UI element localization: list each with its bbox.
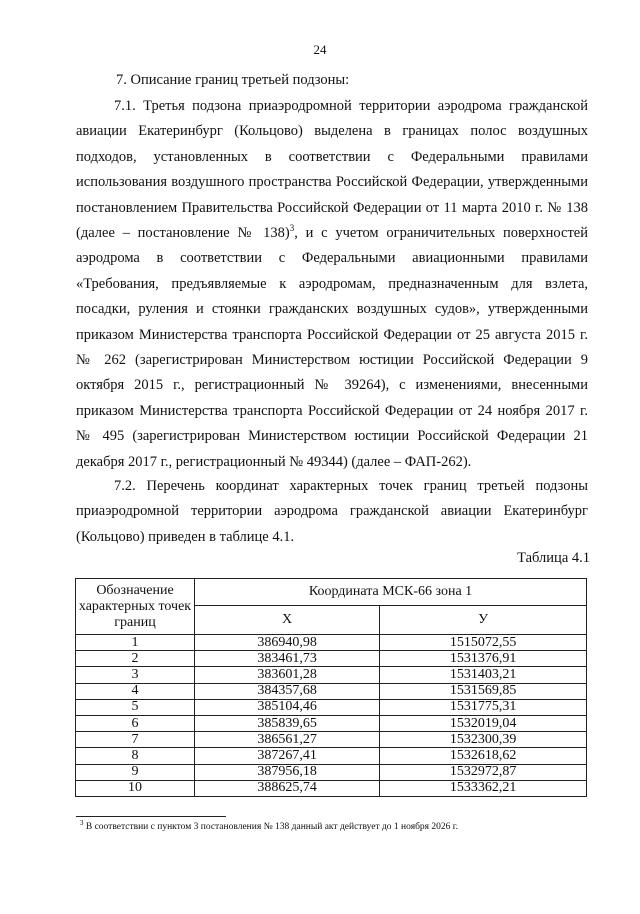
coordinate-y: 1531775,31 [380,699,587,715]
coordinate-x: 387267,41 [195,748,380,764]
coordinate-x: 386940,98 [195,635,380,651]
coordinate-x: 383461,73 [195,651,380,667]
table-row [76,635,587,651]
table-row [76,699,587,715]
point-number: 5 [76,699,195,715]
coordinate-y: 1531376,91 [380,651,587,667]
table-row [76,764,587,780]
point-number: 6 [76,715,195,731]
footnote [80,818,458,832]
header-x: X [195,606,380,635]
coordinate-y: 1532019,04 [380,715,587,731]
table-row [76,780,587,796]
table-row [76,748,587,764]
coordinate-y: 1531569,85 [380,683,587,699]
coordinate-x: 385104,46 [195,699,380,715]
table-label: Таблица 4.1 [517,550,590,566]
point-number: 8 [76,748,195,764]
coordinate-x: 386561,27 [195,732,380,748]
header-coordinate-system: Координата МСК-66 зона 1 [195,579,587,606]
footnote-marker: 3 [80,818,84,827]
section-heading: 7. Описание границ третьей подзоны: [116,72,350,88]
coordinates-table [75,578,587,797]
coordinate-y: 1533362,21 [380,780,587,796]
coordinate-x: 385839,65 [195,715,380,731]
point-number: 9 [76,764,195,780]
paragraph-7-2-text: 7.2. Перечень координат характерных точек границ третьей подзоны приаэродромной территории аэродрома гражданской авиации Екатеринбург (Кольцово) приведен в таблице 4.1. [76,478,588,545]
coordinate-y: 1515072,55 [380,635,587,651]
paragraph-7-1-text-cont: , и с учетом ограничительных поверхностей аэродрома в соответствии с Федеральными авиационными правилами «Требования, предъявляемые к аэродромам, предназначенным для взлета, посадки, руления и стоянки гражданских воздушных судов», утвержденными приказом Министерства транспорта Российской Федерации от 25 августа 2015 г. № 262 (зарегистрирован Министерством юстиции Российской Федерации 9 октября 2015 г., регистрационный № 39264), с изменениями, внесенными приказом Министерства транспорта Российской Федерации от 24 ноября 2017 г. № 495 (зарегистрирован Министерством юстиции Российской Федерации 21 декабря 2017 г., регистрационный № 49344) (далее – ФАП-262). [76,225,588,470]
table-row [76,715,587,731]
point-number: 4 [76,683,195,699]
paragraph-7-1 [76,94,588,475]
point-number: 10 [76,780,195,796]
table-row [76,732,587,748]
point-number: 3 [76,667,195,683]
header-y: У [380,606,587,635]
point-number: 1 [76,635,195,651]
coordinate-x: 387956,18 [195,764,380,780]
coordinate-x: 383601,28 [195,667,380,683]
paragraph-7-1-text: 7.1. Третья подзона приаэродромной территории аэродрома гражданской авиации Екатеринбург (Кольцово) выделена в границах полос воздушных подходов, установленных в соответствии с Федеральными правилами использования воздушного пространства Российской Федерации, утвержденными постановлением Правительства Российской Федерации от 11 марта 2010 г. № 138 (далее – постановление № 138) [76,98,588,242]
coordinate-y: 1532972,87 [380,764,587,780]
table-body [76,635,587,797]
point-number: 2 [76,651,195,667]
paragraph-7-2 [76,474,588,550]
table-row [76,667,587,683]
coordinate-y: 1531403,21 [380,667,587,683]
coordinate-y: 1532618,62 [380,748,587,764]
footnote-divider [76,816,226,817]
coordinate-y: 1532300,39 [380,732,587,748]
footnote-text: В соответствии с пунктом 3 постановления № 138 данный акт действует до 1 ноября 2026 г. [83,822,458,832]
coordinate-x: 388625,74 [195,780,380,796]
coordinate-x: 384357,68 [195,683,380,699]
header-point: Обозначение характерных точек границ [76,579,195,635]
footnote-ref[interactable]: 3 [289,223,295,234]
table-row [76,683,587,699]
table-row [76,651,587,667]
point-number: 7 [76,732,195,748]
page-number: 24 [313,42,327,57]
